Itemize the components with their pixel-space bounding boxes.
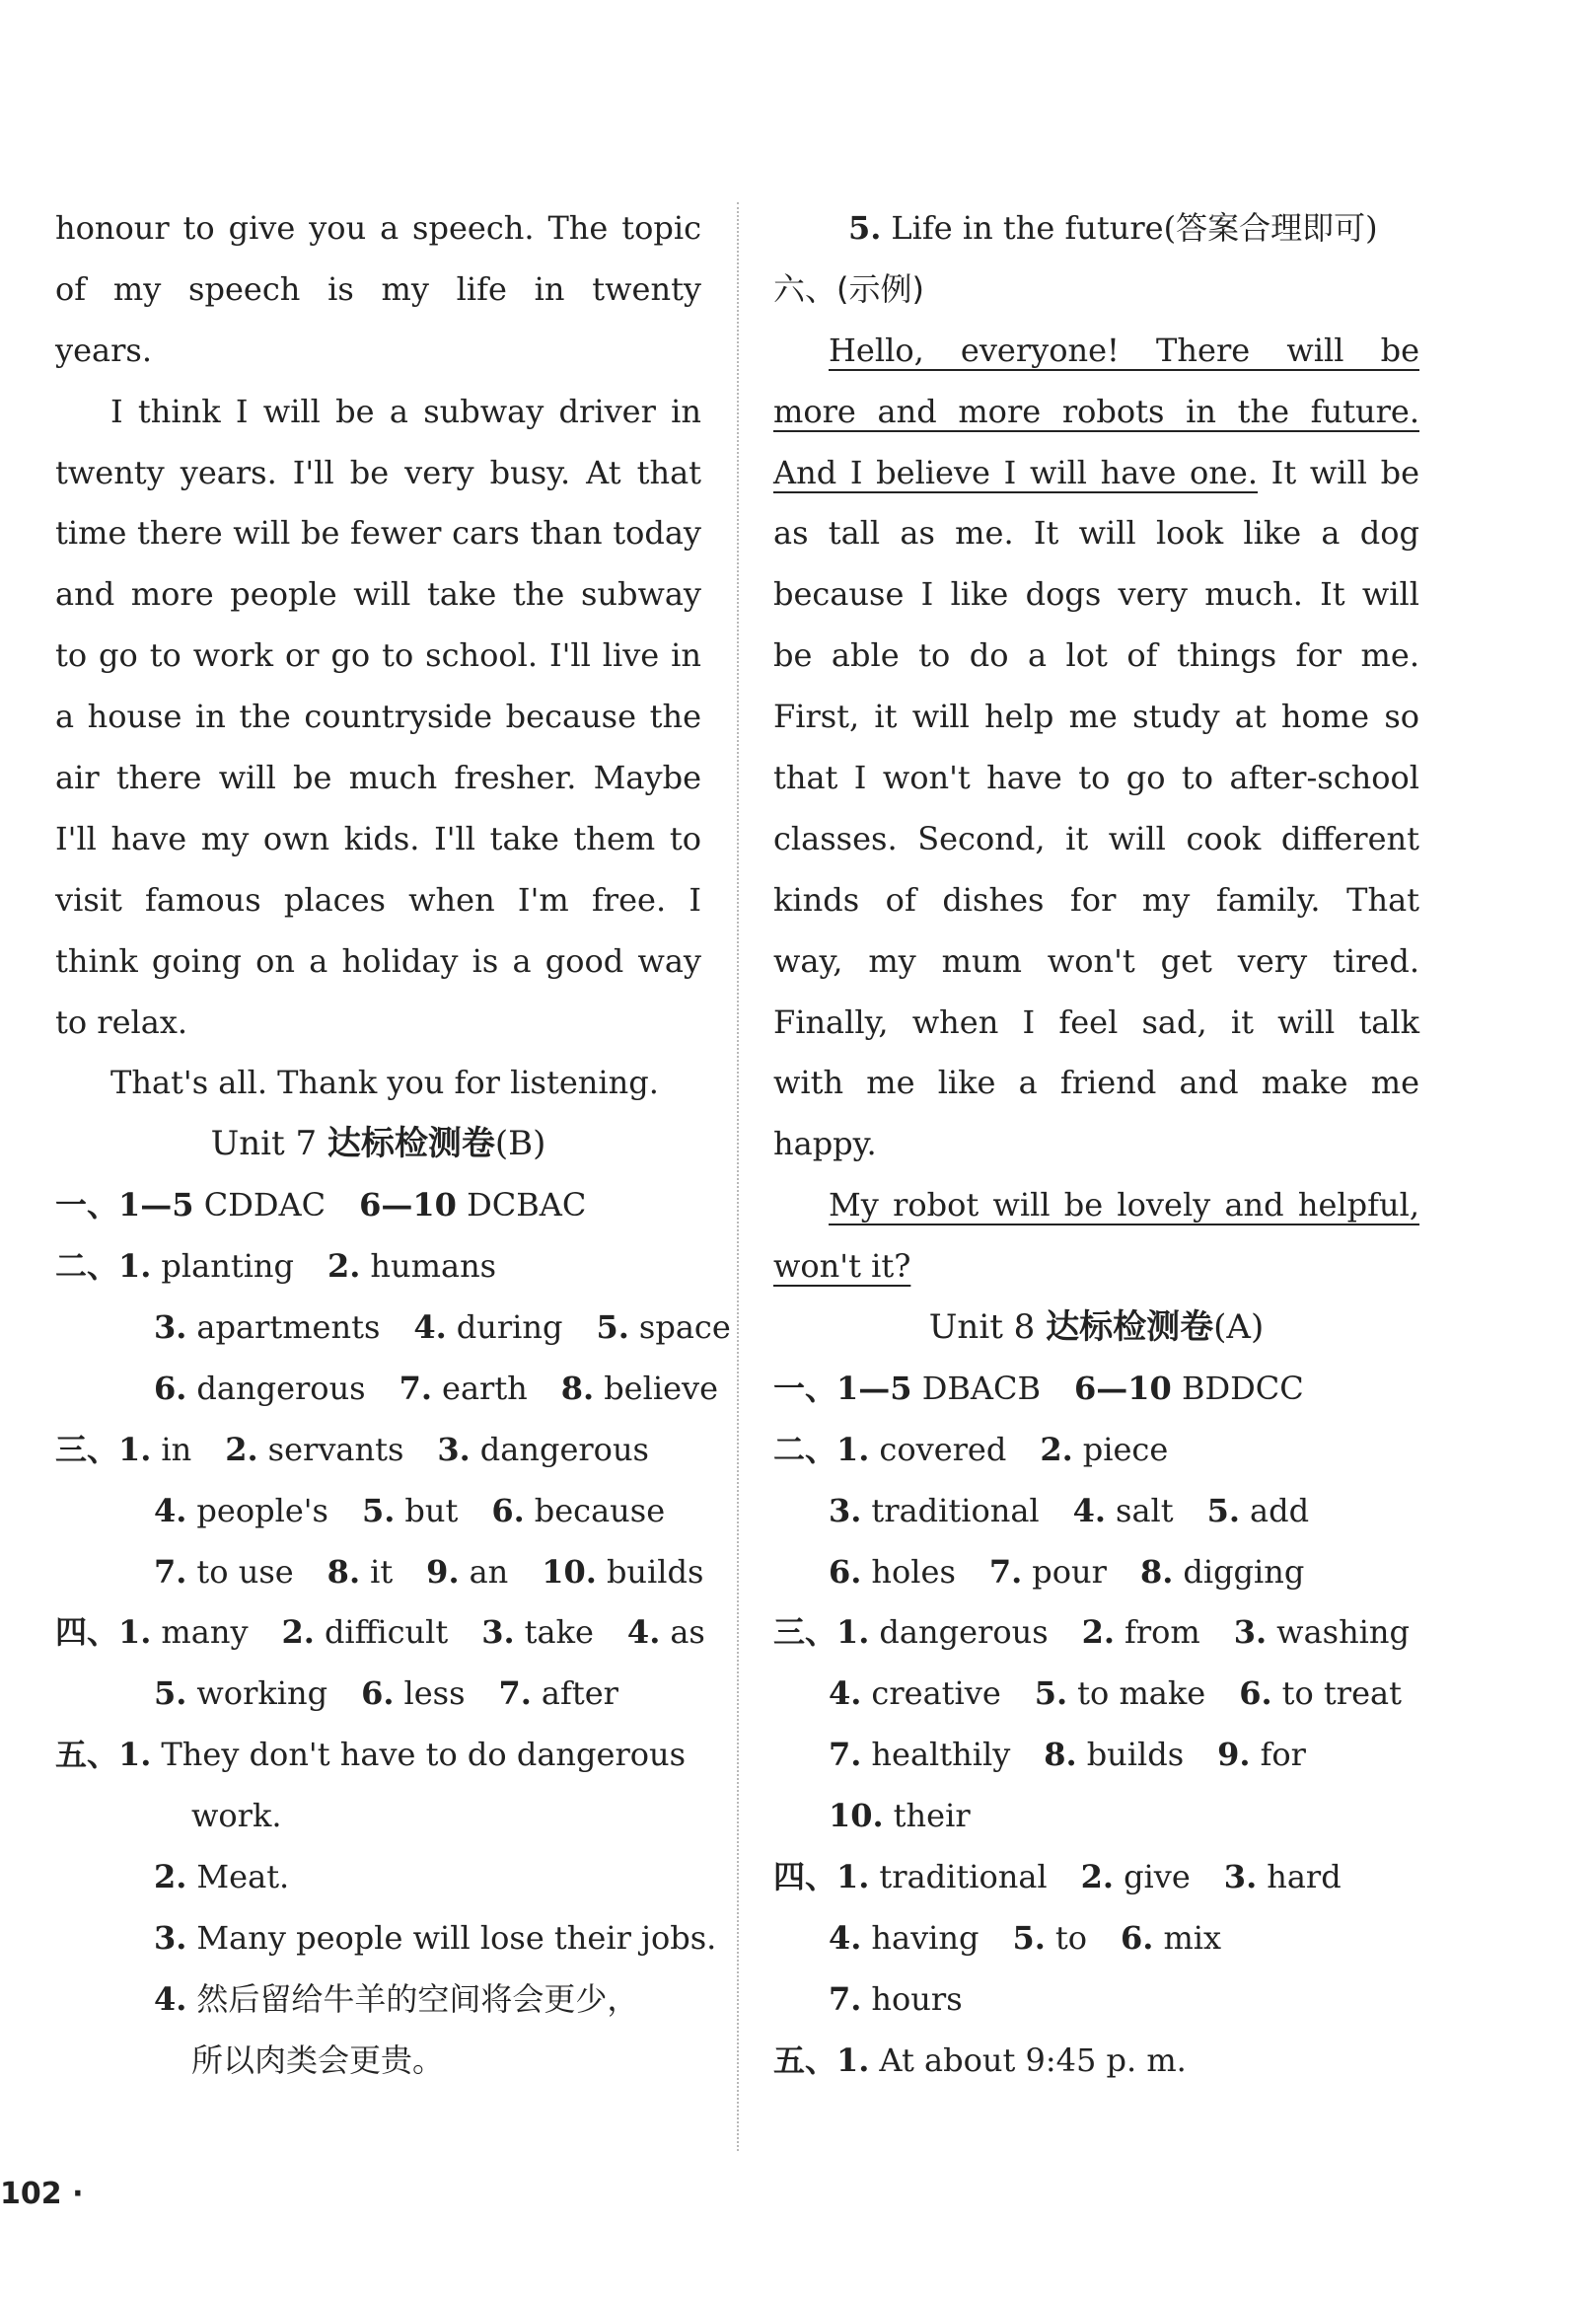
unit8-section4: 四、1. traditional 2. give 3. hard [773,1858,1342,1896]
unit7-section4: 四、1. many 2. difficult 3. take 4. as [55,1613,705,1652]
section6-label: 六、(示例) [773,269,924,308]
essay-line: to go to work or go to school. I'll live in [55,636,701,675]
essay-line: time there will be fewer cars than today [55,514,701,553]
essay-line: be able to do a lot of things for me. [773,636,1419,675]
unit7-section3: 三、1. in 2. servants 3. dangerous [55,1430,649,1468]
essay-line: That's all. Thank you for listening. [110,1064,659,1102]
answer-row: 4. having 5. to 6. mix [829,1918,1222,1957]
essay-line: as tall as me. It will look like a dog [773,514,1419,553]
unit7-title: Unit 7 达标检测卷(B) [210,1124,546,1164]
essay-line: won't it? [773,1247,911,1286]
essay-line: My robot will be lovely and helpful, [829,1186,1419,1224]
essay-line: First, it will help me study at home so [773,698,1419,736]
answer-row: 3. apartments 4. during 5. space [154,1308,731,1347]
essay-line: happy. [773,1125,877,1163]
essay-line: of my speech is my life in twenty [55,269,701,308]
unit8-section5: 五、1. At about 9:45 p. m. [773,2040,1187,2079]
essay-line: honour to give you a speech. The topic [55,209,701,247]
unit7-section5: 五、1. They don't have to do dangerous [55,1736,687,1774]
essay-line: because I like dogs very much. It will [773,575,1419,614]
essay-line: visit famous places when I'm free. I [55,880,701,919]
answer-row: 4. people's 5. but 6. because [154,1491,666,1529]
essay-line: and more people will take the subway [55,575,701,614]
answer-row: 5. working 6. less 7. after [154,1674,618,1713]
essay-line: Hello, everyone! There will be [829,331,1419,369]
essay-line: a house in the countryside because the [55,698,701,736]
essay-line: I think I will be a subway driver in [110,392,701,430]
answer-row: 7. hours [829,1979,963,2018]
answer-row: 4. 然后留给牛羊的空间将会更少， [154,1979,639,2018]
unit8-section3: 三、1. dangerous 2. from 3. washing [773,1613,1410,1652]
left-column [55,198,731,2092]
answer-row: 6. holes 7. pour 8. digging [829,1552,1305,1591]
essay-line: kinds of dishes for my family. That [773,880,1419,919]
essay-line: that I won't have to go to after-school [773,759,1419,797]
answer-row: 7. to use 8. it 9. an 10. builds [154,1552,704,1591]
essay-line: years. [55,331,152,369]
essay-line: Finally, when I feel sad, it will talk [773,1002,1419,1041]
essay-line: twenty years. I'll be very busy. At that [55,453,701,491]
essay-line: with me like a friend and make me [773,1064,1419,1102]
answer-row: 7. healthily 8. builds 9. for [829,1736,1306,1774]
essay-line: way, my mum won't get very tired. [773,941,1419,980]
essay-line: air there will be much fresher. Maybe [55,759,701,797]
column-divider [737,202,739,2151]
essay-line: think going on a holiday is a good way [55,941,701,980]
unit8-title: Unit 8 达标检测卷(A) [928,1307,1265,1348]
answer-row: 3. Many people will lose their jobs. [154,1918,717,1957]
essay-line: more and more robots in the future. [773,392,1419,430]
answer-row: 6. dangerous 7. earth 8. believe [154,1369,719,1407]
unit8-section2: 二、1. covered 2. piece [773,1430,1169,1468]
essay-line: classes. Second, it will cook different [773,819,1419,857]
answer-row: 2. Meat. [154,1858,290,1896]
essay-line: to relax. [55,1002,188,1041]
unit7-section1: 一、1—5 CDDAC 6—10 DCBAC [55,1186,587,1224]
unit8-section1: 一、1—5 DBACB 6—10 BDDCC [773,1369,1304,1407]
unit7-section2: 二、1. planting 2. humans [55,1247,497,1286]
right-column [773,198,1419,2092]
answer-row: 4. creative 5. to make 6. to treat [829,1674,1402,1713]
answer-row: 10. their [829,1797,971,1835]
answer-row: work. [191,1797,282,1835]
essay-line: And I believe I will have one. It will be [773,453,1420,491]
answer-row: 所以肉类会更贵。 [191,2040,445,2079]
answer-row: 3. traditional 4. salt 5. add [829,1491,1310,1529]
answer-row: 5. Life in the future(答案合理即可) [848,209,1378,247]
page-number: 102 · [0,2177,84,2211]
essay-line: I'll have my own kids. I'll take them to [55,819,701,857]
